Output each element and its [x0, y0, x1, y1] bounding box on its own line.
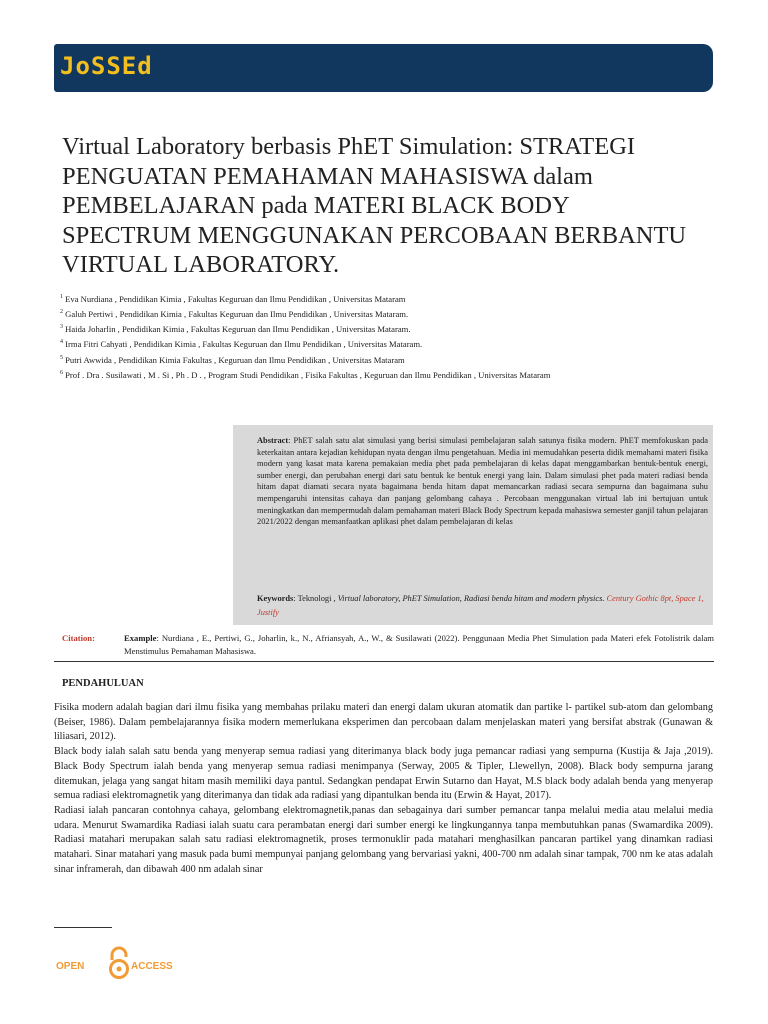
paper-title: Virtual Laboratory berbasis PhET Simulation: STRATEGI PENGUATAN PEMAHAMAN MAHASISWA dalam PEMBELAJARAN pada MATERI BLACK BODY SPECTRUM MENGGUNAKAN PERCOBAAN BERBANTU VIRTUAL LABORATORY.: [62, 133, 687, 278]
citation-example-label: Example: [124, 633, 157, 643]
abstract-body: : PhET salah satu alat simulasi yang berisi simulasi pembelajaran salah satunya fisika modern. PhET memfokuskan pada keterkaitan antara kejadian kehidupan nyata dengan ilmu pengetahuan. Media ini memudahkan peserta didik memahami materi fisika modern yang kasat mata karena pemakaian media phet pada pembelajaran di kelas dapat menggambarkan bentuk-bentuk energi, sumber energi, dan perubahan energi dari satu bentuk ke bentuk energi yang lain. Dalam simulasi phet pada materi radiasi benda hitam dapat diamati secara nyata bagaimana benda hitam dapat memancarkan radiasi secara sempurna dan bagaimana suhu mempengaruhi intensitas cahaya dan panjang gelombang cahaya . Percobaan menggunakan virtual lab ini bertujuan untuk meningkatkan dan mempermudah dalam pemahaman materi Black Body Spectrum kepada mahasiswa semester ganjil tahun pelajaran 2021/2022 dengan memanfaatkan aplikasi phet dalam pembelajaran di kelas: [257, 436, 708, 527]
citation-body: : Nurdiana , E., Pertiwi, G., Joharlin, k., N., Afriansyah, A., W., & Susilawati (2022). Penggunaan Media Phet Simulation pada Materi efek Fotolistrik dalam Menstimulus Pemahaman Mahasiswa.: [124, 633, 714, 657]
author-text: Eva Nurdiana , Pendidikan Kimia , Fakultas Keguruan dan Ilmu Pendidikan , Universitas Mataram: [65, 293, 406, 304]
author-text: Irma Fitri Cahyati , Pendidikan Kimia , Fakultas Keguruan dan Ilmu Pendidikan , Universitas Mataram.: [65, 339, 423, 350]
footnote-rule: [54, 927, 112, 928]
author-item: [60, 291, 720, 306]
author-number: 6: [60, 369, 63, 376]
author-item: [60, 321, 720, 336]
paragraph: Radiasi ialah pancaran contohnya cahaya, gelombang elektromagnetik,panas dan sebagainya dari sumber pemancar tanpa melalui media atau melalui media udara. Menurut Swamardika Radiasi ialah suatu cara perambatan energi dari sumber energi ke lingkungannya tanpa membutuhkan panas (Swamardika 2009). Radiasi matahari merupakan salah satu radiasi elektromagnetik, proses termonuklir pada matahari menghasilkan pancaran partikel yang dinamkan radiasi matahari. Sinar matahari yang masuk pada bumi mempunyai panjang gelombang yang bervariasi yakni, 400-700 nm adalah sinar tampak, 700 nm ke atas adalah sinar inframerah, dan dibawah 400 nm adalah sinar: [54, 804, 713, 875]
journal-logo: JoSSEd: [60, 52, 153, 80]
author-number: 5: [60, 354, 63, 361]
keywords-label: Keywords: [257, 594, 294, 603]
keywords-lead: : Teknologi ,: [293, 594, 336, 603]
author-item: [60, 336, 720, 351]
open-access-lock-icon: [111, 948, 128, 978]
author-list: [60, 291, 720, 382]
author-text: Putri Awwida , Pendidikan Kimia Fakultas , Keguruan dan Ilmu Pendidikan , Universitas Mataram: [65, 354, 405, 365]
citation-text: [124, 632, 714, 659]
author-item: [60, 367, 720, 382]
author-number: 1: [60, 294, 63, 300]
paragraph: Fisika modern adalah bagian dari ilmu fisika yang membahas prilaku materi dan energi dalam ukuran atomatik dan partike l- partikel sub-atom dan gelombang (Beiser, 1986). Dalam pembelajarannya fisika modern memerlukana eksperimen dan percobaan dalam menjelaskan materi yang bersifat abstrak (Gunawan & liliasari, 2012).: [54, 702, 713, 743]
divider: [54, 661, 714, 662]
section-heading: PENDAHULUAN: [62, 678, 144, 689]
abstract-label: Abstract: [257, 436, 289, 445]
keywords: [257, 592, 708, 620]
author-number: 2: [60, 309, 63, 316]
keywords-list: Virtual laboratory, PhET Simulation, Radiasi benda hitam and modern physics.: [337, 594, 605, 603]
paragraph: Black body ialah salah satu benda yang menyerap semua radiasi yang diterimanya black body juga pemancar radiasi yang sempurna (Kustija & Jaja ,2019). Black Body Spectrum ialah benda yang menyerap semua radiasi menimpanya (Serway, 2005 & Tipler, Llewellyn, 2008). Black body sempurna jarang ditemukan, jelaga yang sangat hitam masih memiliki daya pantul. Sedangkan pendapat Erwin Sutarno dan Hayat, M.S black body adalah benda yang menyerap semua radiasi elektromagnetik yang diterimanya dan tidak ada radiasi yang dipantulkan benda itu (Erwin & Hayat, 2017).: [54, 746, 713, 802]
author-number: 4: [60, 339, 63, 346]
abstract-text: [257, 435, 708, 528]
keywords-format-note: Century Gothic 8pt, Space 1, Justify: [257, 594, 704, 617]
journal-banner: [54, 44, 713, 92]
author-item: [60, 352, 720, 367]
citation-label: Citation:: [62, 633, 95, 643]
author-text: Prof . Dra . Susilawati , M . Si , Ph . D . , Program Studi Pendidikan , Fisika Fakultas , Keguruan dan Ilmu Pendidikan , Universitas Mataram: [65, 369, 551, 380]
author-item: [60, 306, 720, 321]
open-access-text-left: OPEN: [56, 961, 85, 972]
author-text: Galuh Pertiwi , Pendidikan Kimia , Fakultas Keguruan dan Ilmu Pendidikan , Universitas Mataram.: [65, 309, 409, 320]
abstract-box: [233, 425, 713, 625]
open-access-text-right: ACCESS: [131, 961, 173, 972]
author-number: 3: [60, 324, 63, 331]
body-text: [54, 701, 713, 877]
open-access-logo: [54, 945, 184, 985]
author-text: Haida Joharlin , Pendidikan Kimia , Fakultas Keguruan dan Ilmu Pendidikan , Universitas Mataram.: [65, 324, 411, 335]
